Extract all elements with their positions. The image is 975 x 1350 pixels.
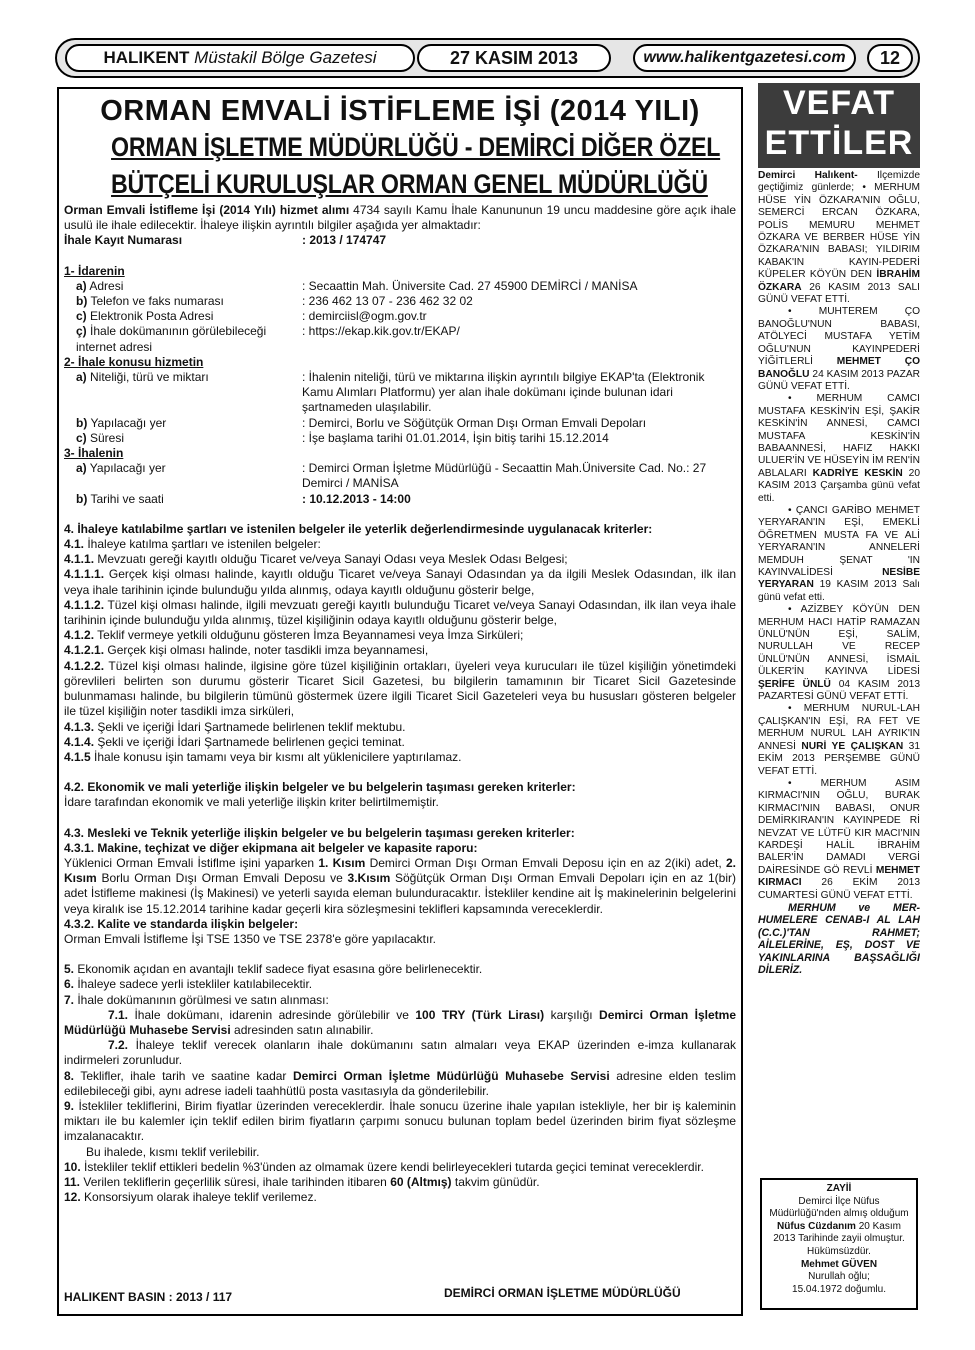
obituary-header	[758, 83, 920, 168]
obituary-entry: • MERHUM ASIM KIRMACI'NIN OĞLU, BURAK KIRMACI'NIN BABASI, ONUR DEMİRKIRAN'IN KAYINPEDE Rİ NEVZAT VE LÜTFÜ KIR MACI'NIN KARDEŞİ HALİL İBRAHİM BALER'İN DAMADI VERGİ DAİRESİNDE GÖ REVLİ MEHMET KIRMACI 26 EKİM 2013 CUMARTESİ GÜNÜ VEFAT ETTİ.	[758, 777, 920, 901]
s2-row: b) Yapılacağı yer : Demirci, Borlu ve Söğütçük Orman Dışı Orman Emvali Depoları	[76, 415, 647, 430]
kayit-row	[64, 233, 736, 248]
newspaper-name-subtitle: Müstakil Bölge Gazetesi	[194, 48, 377, 67]
tender-announcement	[57, 87, 743, 1316]
article-title: ORMAN EMVALİ İSTİFLEME İŞİ (2014 YILI)	[100, 95, 700, 127]
s1-row: c) Elektronik Posta Adresi : demirciisl@ogm.gov.tr	[76, 309, 427, 324]
obituary-entry: Demirci Halıkent- İlçemizde geçtiğimiz günlerde; • MERHUM HÜSE YİN ÖZKARA'NIN OĞLU, SEMERCİ ERCAN ÖZKARA, POLİS MEMURU MEHMET ÖZKARA VE BERBER HÜSE YİN ÖZKARA'NIN BABASI; YILDIRIM KABAK'IN KAYIN-PEDERİ KÜPELER KÖYÜN DEN İBRAHİM ÖZKARA 26 KASIM 2013 SALI GÜNÜ VEFAT ETTİ.	[758, 170, 920, 306]
intro-paragraph	[64, 203, 736, 233]
item-9-b: Bu ihalede, kısmı teklif verilebilir.	[86, 1144, 260, 1159]
condolence-message: MERHUM ve MER-HUMELERE CENAB-I AL LAH (C.C.)'TAN RAHMET; AİLELERİNE, EŞ, DOST VE YAKINLARINA BAŞSAĞLIĞI DİLERİZ.	[758, 901, 920, 976]
lost-notice-name: Mehmet GÜVEN	[800, 1258, 878, 1270]
section-4-3-1-text: Yüklenici Orman Emvali İstiflme işini yaparken 1. Kısım Demirci Orman Dışı Orman Emvali Deposu için en az 2(iki) adet, 2. Kısım Borlu Orman Dışı Orman Emvali Deposu ve 3.Kısım Söğütçük Orman Dışı Orman Emvali Depoları için en az 1(bir) adet İstifleme makinesi (İş Makinesi) ve yeterli sayıda eleman bulunduracaktır. İstekliler kendine ait İş makinelerinin belgelerini veya kiralık ise 15.12.2014 tarihine kadar geçerli kira sözleşmesini teklifleri kapsamında vereceklerdir.	[64, 855, 736, 916]
section-1-title: 1- İdarenin	[64, 263, 125, 278]
p4-item: 4.1. İhaleye katılma şartları ve istenilen belgeler:	[64, 537, 321, 552]
item-11: 11. Verilen tekliflerin geçerlilik süresi, ihale tarihinden itibaren 60 (Altmış) takvim günüdür.	[64, 1174, 540, 1189]
section-4-2-text: İdare tarafından ekonomik ve mali yeterliğe ilişkin kriter belirtilmemiştir.	[64, 795, 439, 810]
obituary-entry: • MUHTEREM ÇO BANOĞLU'NUN BABASI, ATÖLYECİ MUSTAFA YETİM OĞLU'NUN KAYINPEDERİ YİĞİTLERLİ MEHMET ÇO BANOĞLU 24 KASIM 2013 PAZAR GÜNÜ VEFAT ETTİ.	[758, 306, 920, 392]
s3-row: b) Tarihi ve saati : 10.12.2013 - 14:00	[76, 491, 411, 506]
s1-row: a) Adresi : Secaattin Mah. Üniversite Cad. 27 45900 DEMİRCİ / MANİSA	[76, 278, 638, 293]
s2-row: c) Süresi : İşe başlama tarihi 01.01.2014, İşin bitiş tarihi 15.12.2014	[76, 430, 609, 445]
item-7-2: 7.2. İhaleye teklif verecek olanların ihale dokümanını satın almaları veya EKAP üzerinden e-imza kullanarak indirmeleri zorunludur.	[64, 1038, 736, 1068]
intro-text: 4734 sayılı Kamu İhale Kanununun 19 uncu maddesine göre açık ihale usulü ile ihale edilecektir. İhaleye ilişkin ayrıntılı bilgiler aşağıda yer almaktadır:	[64, 203, 737, 233]
s1-row: b) Telefon ve faks numarası : 236 462 13 07 - 236 462 32 02	[76, 294, 473, 309]
kayit-value: : 2013 / 174747	[302, 233, 387, 248]
item-9: 9. İstekliler tekliflerini, Birim fiyatlar üzerinden vereceklerdir. İhale sonucu üzerine ihale yapılan istekliyle, her bir iş kaleminin miktarı ile bu kalemler için teklif edilen birim fiyatların çarpımı sonucu bulunan toplam bedel üzerinden birim fiyat sözleşme imzalanacaktır.	[64, 1098, 736, 1144]
item-10: 10. İstekliler teklif ettikleri bedelin %3'ünden az olmamak üzere kendi belirleyecekleri tutarda geçici teminat vereceklerdir.	[64, 1159, 704, 1174]
issuer-signature: DEMİRCİ ORMAN İŞLETME MÜDÜRLÜĞÜ	[444, 1286, 681, 1300]
obituary-title-1: VEFAT	[782, 84, 896, 122]
p4-item: 4.1.1. Mevzuatı gereği kayıtlı olduğu Ticaret ve/veya Sanayi Odası veya Meslek Odası Belgesi;	[64, 552, 568, 567]
obituary-title-2: ETTİLER	[764, 124, 914, 162]
p4-item: 4.1.3. Şekli ve içeriği İdari Şartnamede belirlenen teklif mektubu.	[64, 719, 406, 734]
s3-row: a) Yapılacağı yer : Demirci Orman İşletme Müdürlüğü - Secaattin Mah.Üniversite Cad. No.: 27 Demirci / MANİSA	[76, 461, 707, 491]
p4-item: 4.1.1.2. Tüzel kişi olması halinde, ilgili mevzuatı gereği kayıtlı bulunduğu Ticaret ve/veya Sanayi Odasından, ilk ilan veya ihale tarihinin içinde bulunduğu yılda alınmış, tüzel kişiliğinin odaya kayıtlı olduğunu gösterir belge,	[64, 597, 736, 628]
item-5: 5. Ekonomik açıdan en avantajlı teklif sadece fiyat esasına göre belirlenecektir.	[64, 962, 483, 977]
newspaper-name-bold: HALIKENT	[103, 48, 190, 67]
item-7-1: 7.1. İhale dokümanı, idarenin adresinde görülebilir ve 100 TRY (Türk Lirası) karşılığı Demirci Orman İşletme Müdürlüğü Muhasebe Servisi adresinden satın alınabilir.	[64, 1007, 736, 1037]
newspaper-header	[55, 38, 920, 78]
item-12: 12. Konsorsiyum olarak ihaleye teklif verilemez.	[64, 1190, 317, 1205]
p4-item: 4.1.2. Teklif vermeye yetkili olduğunu gösteren İmza Beyannamesi veya İmza Sirküleri;	[64, 628, 524, 643]
item-7: 7. İhale dokümanının görülmesi ve satın alınması:	[64, 992, 329, 1007]
section-2-title: 2- İhale konusu hizmetin	[64, 354, 204, 369]
press-code: HALIKENT BASIN : 2013 / 117	[64, 1290, 233, 1304]
p4-item: 4.1.4. Şekli ve içeriği İdari Şartnamede belirlenen geçici teminat.	[64, 734, 405, 749]
lost-notice-birth: 15.04.1972 doğumlu.	[792, 1283, 886, 1295]
lost-notice	[760, 1178, 918, 1310]
p4-item: 4.1.1.1. Gerçek kişi olması halinde, kayıtlı olduğu Ticaret ve/veya Sanayi Odasından ya da ilgili Meslek Odasından, ilk ilan veya ihale tarihinin içinde bulunduğu yılda alınmış, odaya kayıtlı olduğunu gösterir belge,	[64, 567, 736, 597]
intro-bold: Orman Emvali İstifleme İşi (2014 Yılı) hizmet alımı	[64, 203, 350, 217]
section-4-3-1-title: 4.3.1. Makine, teçhizat ve diğer ekipmana ait belgeler ve kapasite raporu:	[64, 840, 478, 855]
newspaper-name	[65, 44, 415, 72]
lost-notice-title: ZAYİİ	[826, 1183, 852, 1194]
page-number: 12	[867, 44, 913, 72]
kayit-label: İhale Kayıt Numarası	[64, 233, 183, 248]
section-4-2-title: 4.2. Ekonomik ve mali yeterliğe ilişkin belgeler ve bu belgelerin taşıması gereken kriterler:	[64, 780, 576, 795]
obituary-entry: • AZİZBEY KÖYÜN DEN MERHUM HACI HATİP RAMAZAN ÜNLÜ'NÜN EŞİ, SALİM, NURULLAH VE RECEP ÜNLÜ'NÜN ANNESİ, İSMAİL ÜLKER'İN KAYINVA LİDESİ ŞERİFE ÜNLÜ 04 KASIM 2013 PAZARTESİ GÜNÜ VEFAT ETTİ.	[758, 604, 920, 703]
article-footer	[64, 1286, 736, 1304]
obituary-entry: • MERHUM NURUL-LAH ÇALIŞKAN'IN EŞİ, RA FET VE MERHUM NURUL LAH AYRIK'IN ANNESİ NURİ YE ÇALIŞKAN 31 EKİM 2013 PERŞEMBE GÜNÜ VEFAT ETTİ.	[758, 703, 920, 777]
article-subtitle-2: BÜTÇELİ KURULUŞLAR ORMAN GENEL MÜDÜRLÜĞÜ	[111, 169, 708, 199]
section-4-3-title: 4.3. Mesleki ve Teknik yeterliğe ilişkin belgeler ve bu belgelerin taşıması gereken kriterler:	[64, 825, 575, 840]
article-subtitle-1: ORMAN İŞLETME MÜDÜRLÜĞÜ - DEMİRCİ DİĞER ÖZEL	[111, 132, 721, 162]
obituary-column	[758, 170, 920, 1170]
section-4-title: 4. İhaleye katılabilme şartları ve istenilen belgeler ile yeterlik değerlendirmesinde uygulanacak kriterler:	[64, 521, 653, 536]
p4-item: 4.1.2.2. Tüzel kişi olması halinde, ilgisine göre tüzel kişiliğinin ortakları, üyeleri veya kurucuları ile tüzel kişiliğin yönetimdeki görevlileri belirten son durumu gösterir Ticaret Sicil Gazetesi, bu bilgilerin tamamının bir Ticaret Sicil Gazetesinde bulunmaması halinde, bu bilgilerin tümünü göstermek üzere ilgili Ticaret Sicil Gazeteleri veya bu hususları gösteren belgeler ile tüzel kişiliğin noter tasdikli imza sirküleri,	[64, 658, 736, 719]
s1-row: ç) İhale dokümanının görülebileceği internet adresi : https://ekap.kik.gov.tr/EKAP/	[76, 324, 460, 354]
lost-notice-father: Nurullah oğlu;	[808, 1271, 870, 1283]
section-4-3-2-title: 4.3.2. Kalite ve standarda ilişkin belgeler:	[64, 916, 299, 931]
s2-row: a) Niteliği, türü ve miktarı : İhalenin niteliği, türü ve miktarına ilişkin ayrıntılı bilgiye EKAP'ta (Elektronik Kamu Alımları Platformu) yer alan ihale dokümanı içinde bulunan idari şartnameden ulaşılabilir.	[76, 370, 705, 415]
p4-item: 4.1.2.1. Gerçek kişi olması halinde, noter tasdikli imza beyannamesi,	[64, 643, 429, 658]
obituary-entry: • ÇANCI GARİBO MEHMET YERYARAN'IN EŞİ, EMEKLİ ÖĞRETMEN MUSTA FA VE ALİ YERYARAN'IN ANNELERİ MEMDUH ŞENAT 'IN KAYINVALİDESİ NESİBE YERYARAN 19 KASIM 2013 Salı günü vefat etti.	[758, 504, 920, 603]
p4-item: 4.1.5 İhale konusu işin tamamı veya bir kısmı alt yüklenicilere yaptırılamaz.	[64, 749, 462, 764]
section-1-rows	[64, 279, 736, 355]
section-3-title: 3- İhalenin	[64, 446, 124, 461]
item-8: 8. Teklifler, ihale tarih ve saatine kadar Demirci Orman İşletme Müdürlüğü Muhasebe Servisi adresine elden teslim edilebileceği gibi, aynı adrese iadeli taahhütlü posta vasıtasıyla da gönderilebilir.	[64, 1068, 737, 1098]
item-6: 6. İhaleye sadece yerli istekliler katılabilecektir.	[64, 977, 313, 992]
issue-date: 27 KASIM 2013	[417, 44, 611, 72]
website-link[interactable]: www.halikentgazetesi.com	[633, 44, 856, 72]
section-4-3-2-text: Orman Emvali İstifleme İşi TSE 1350 ve TSE 2378'e göre yapılacaktır.	[64, 931, 437, 946]
lost-notice-text: Demirci İlçe Nüfus Müdürlüğü'nden almış olduğum Nüfus Cüzdanım 20 Kasım 2013 Tarihinde zayii olmuştur. Hükümsüzdür.	[769, 1195, 909, 1257]
obituary-entry: • MERHUM CAMCI MUSTAFA KESKİN'İN EŞİ, ŞAKİR KESKİN'İN ANNESİ, CAMCI MUSTAFA KESKİN'İN BABAANNESİ, HAFIZ HAKKI ULUER'İN VE HÜSEYİN İM REN'İN ABLALARI KADRİYE KESKİN 20 KASIM 2013 Çarşamba günü vefat etti.	[758, 393, 920, 504]
